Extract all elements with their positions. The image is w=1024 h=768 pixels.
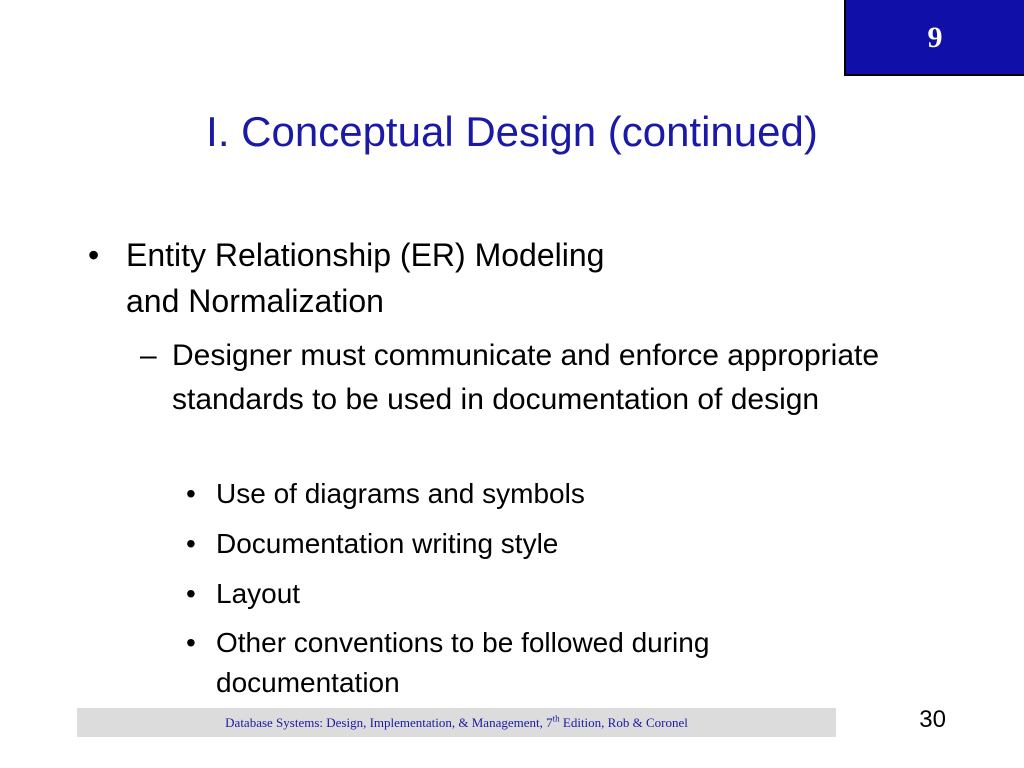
bullet-text-line1: Entity Relationship (ER) Modeling (126, 237, 605, 273)
bullet-level2 (140, 334, 880, 422)
footer-text-after: Edition, Rob & Coronel (559, 715, 688, 730)
bullet-text: Layout (216, 578, 301, 609)
bullet-marker: • (186, 627, 196, 658)
bullet-text: Designer must communicate and enforce appropriate standards to be used in documentation of design (172, 339, 880, 416)
bullet-level3-item (186, 574, 886, 614)
slide-title: I. Conceptual Design (continued) (206, 108, 818, 155)
chapter-badge: 9 (844, 0, 1024, 76)
bullet-level3-item (186, 474, 886, 514)
footer-superscript: th (552, 713, 560, 724)
footer-text-before: Database Systems: Design, Implementation, & Management, 7 (225, 715, 553, 730)
bullet-text: Use of diagrams and symbols (216, 478, 585, 509)
bullet-text (126, 232, 808, 324)
bullet-level1 (88, 232, 808, 324)
page-number: 30 (919, 706, 946, 733)
bullet-marker: • (186, 578, 196, 609)
bullet-text: Other conventions to be followed during documentation (216, 627, 710, 698)
bullet-text-line2: and Normalization (126, 283, 384, 319)
bullet-level3-item (186, 524, 886, 564)
bullet-marker: • (186, 528, 196, 559)
dash-marker: – (140, 339, 157, 372)
bullet-text: Documentation writing style (216, 528, 559, 559)
bullet-marker: • (88, 237, 100, 273)
footer-citation (77, 708, 836, 737)
bullet-marker: • (186, 478, 196, 509)
bullet-level3-item (186, 623, 826, 703)
